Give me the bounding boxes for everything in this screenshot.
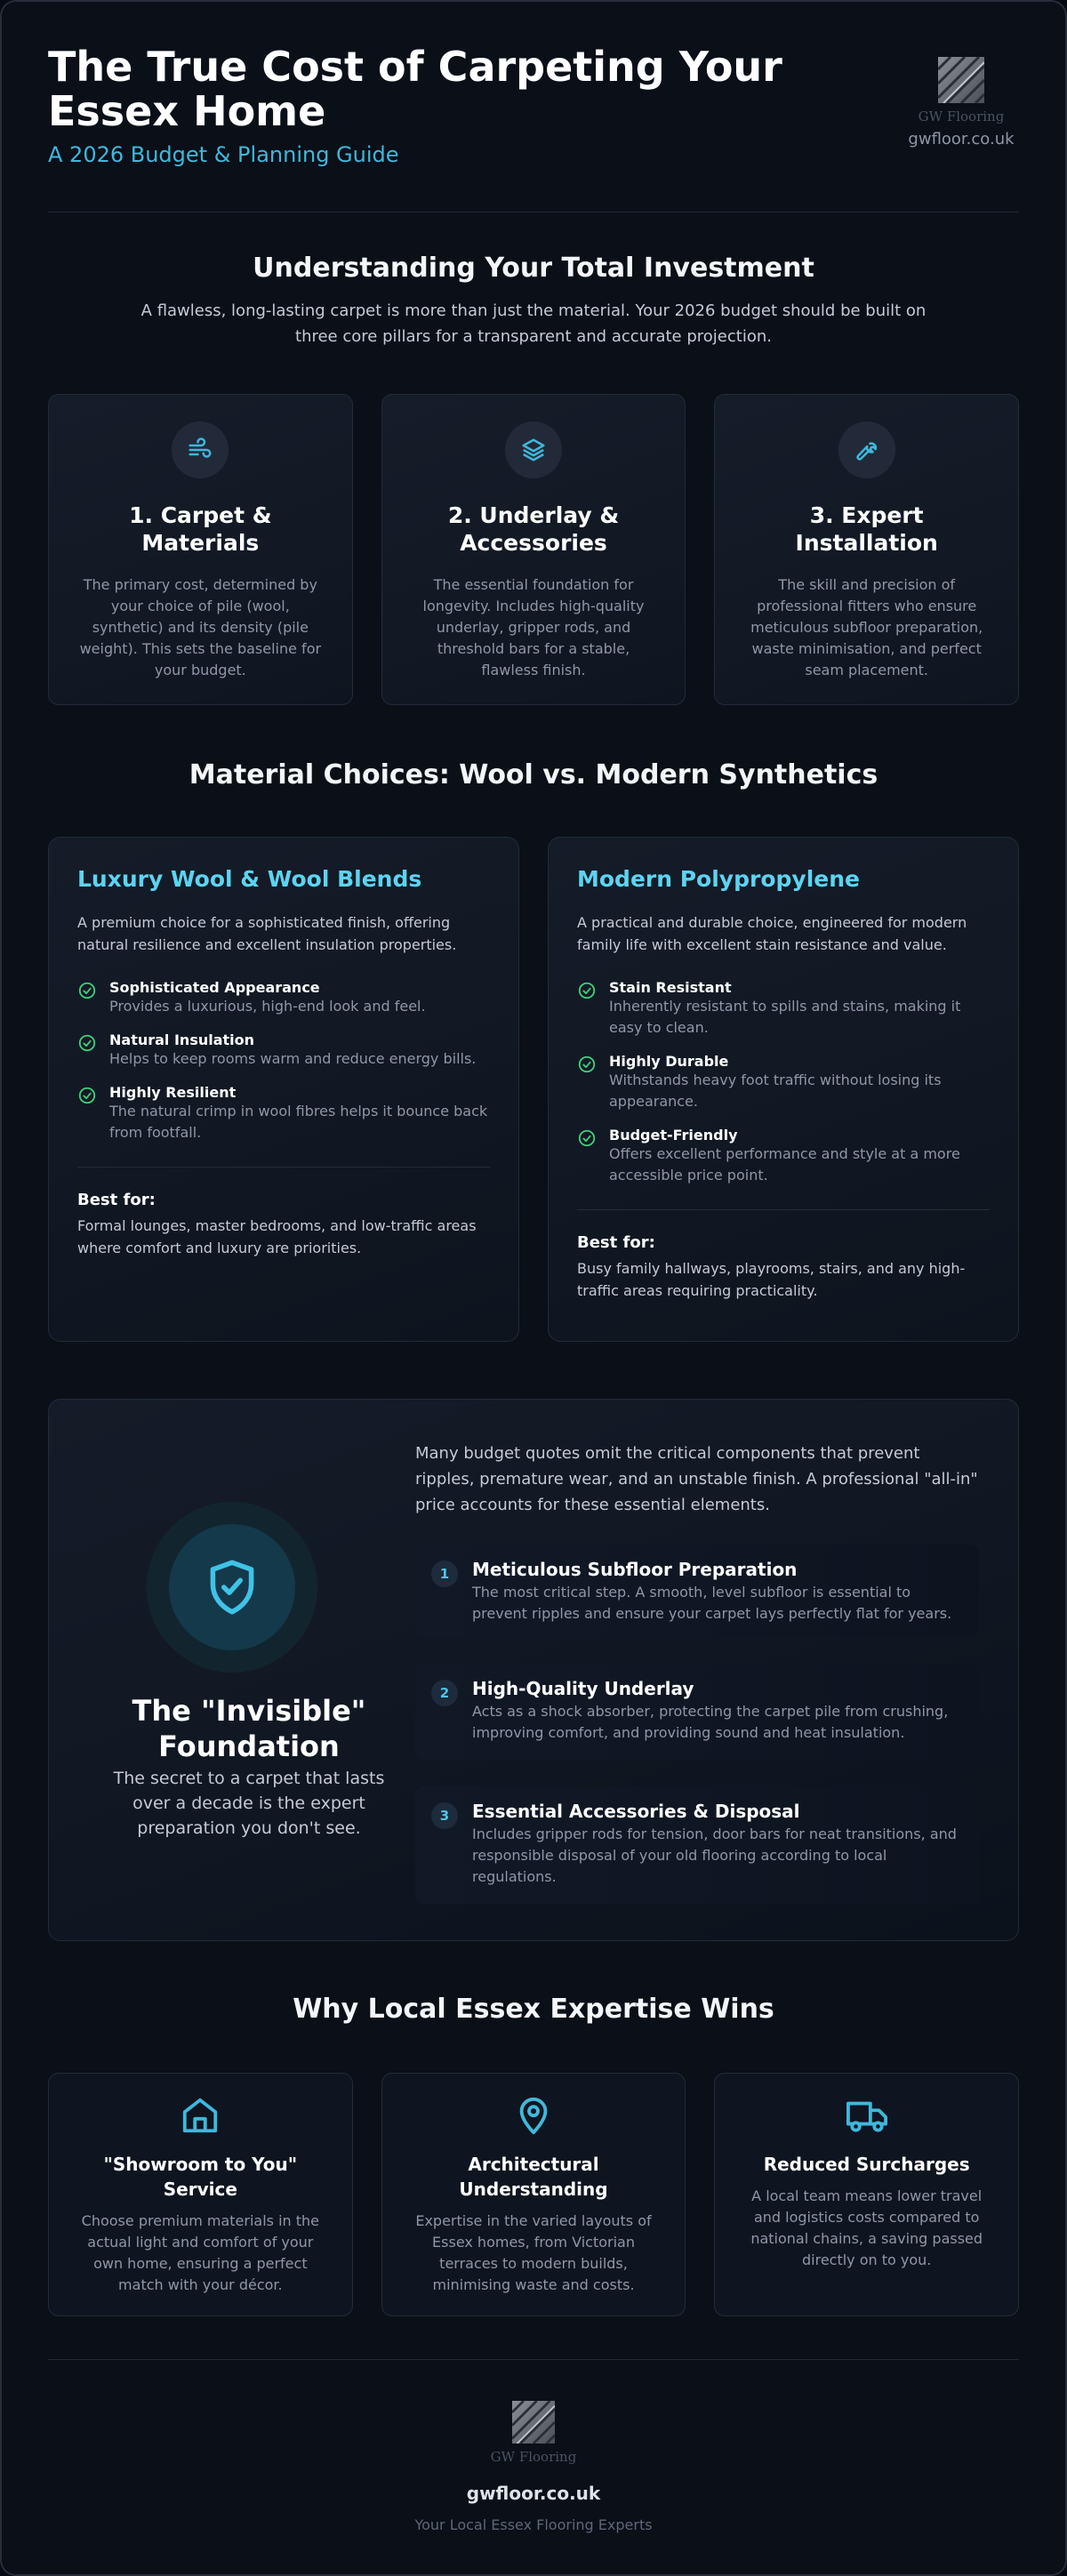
foundation-title: The "Invisible" Foundation xyxy=(132,1694,366,1763)
section-title: Why Local Essex Expertise Wins xyxy=(293,1994,774,2025)
materials-section xyxy=(48,759,1019,790)
local-card-text: A local team means lower travel and logistics costs compared to national chains, a saving passed directly on to you. xyxy=(750,2187,983,2268)
check-circle-icon xyxy=(77,1033,97,1053)
step-number: 1 xyxy=(431,1561,458,1587)
section-intro: A flawless, long-lasting carpet is more than just the material. Your 2026 budget should be built on three core pillars for a transparent and accurate projection. xyxy=(140,301,927,346)
step-item xyxy=(415,1545,979,1637)
local-card-text: Choose premium materials in the actual light and comfort of your own home, ensuring a perfect match with your décor. xyxy=(81,2212,320,2293)
check-circle-icon xyxy=(577,1128,597,1148)
best-for-label: Best for: xyxy=(577,1233,655,1252)
brand[interactable] xyxy=(903,57,1019,148)
local-card xyxy=(714,2073,1019,2316)
pillar-title: 1. Carpet & Materials xyxy=(129,502,272,556)
pillar-title: 2. Underlay & Accessories xyxy=(447,502,620,556)
material-desc: A premium choice for a sophisticated finish, offering natural resilience and excellent insulation properties. xyxy=(77,914,457,953)
feature-item xyxy=(77,979,490,1017)
divider xyxy=(77,1167,490,1168)
feature-text: Provides a luxurious, high-end look and feel. xyxy=(109,998,426,1015)
step-text: Includes gripper rods for tension, door bars for neat transitions, and responsible disposal of your old flooring according to local regulations. xyxy=(472,1826,957,1885)
feature-item xyxy=(77,1084,490,1144)
pillar-card xyxy=(381,394,686,705)
header xyxy=(48,44,1019,169)
step-text: Acts as a shock absorber, protecting the carpet pile from crushing, improving comfort, and providing sound and heat insulation. xyxy=(472,1703,949,1741)
step-item xyxy=(415,1664,979,1760)
home-icon xyxy=(180,2095,221,2136)
materials-row xyxy=(48,837,1019,1342)
feature-title: Sophisticated Appearance xyxy=(109,979,320,996)
pillars-row xyxy=(48,394,1019,705)
feature-title: Natural Insulation xyxy=(109,1031,255,1048)
gw-flooring-logo xyxy=(938,57,984,103)
section-title: Understanding Your Total Investment xyxy=(253,253,814,284)
best-for-label: Best for: xyxy=(77,1191,156,1209)
brand-url[interactable]: gwfloor.co.uk xyxy=(908,130,1015,148)
local-card xyxy=(381,2073,686,2316)
feature-item xyxy=(577,1053,990,1112)
material-desc: A practical and durable choice, engineered for modern family life with excellent stain resistance and value. xyxy=(577,914,967,953)
pillar-text: The primary cost, determined by your choice of pile (wool, synthetic) and its density (pile weight). This sets the baseline for your budget. xyxy=(79,576,322,678)
feature-text: Helps to keep rooms warm and reduce energy bills. xyxy=(109,1050,477,1067)
foundation-section xyxy=(48,1399,1019,1941)
page-subtitle: A 2026 Budget & Planning Guide xyxy=(48,142,399,167)
feature-text: Inherently resistant to spills and stains, making it easy to clean. xyxy=(609,998,961,1036)
step-number: 2 xyxy=(431,1680,458,1706)
feature-text: The natural crimp in wool fibres helps it bounce back from footfall. xyxy=(109,1103,488,1141)
local-card-text: Expertise in the varied layouts of Essex homes, from Victorian terraces to modern builds, minimising waste and costs. xyxy=(415,2212,652,2293)
page-title: The True Cost of Carpeting Your Essex Home xyxy=(48,43,782,135)
check-circle-icon xyxy=(77,1086,97,1105)
map-pin-icon xyxy=(513,2095,554,2136)
local-card-title: Architectural Understanding xyxy=(459,2154,608,2200)
shield-check-icon xyxy=(199,1554,265,1620)
step-title: Meticulous Subfloor Preparation xyxy=(472,1559,798,1580)
divider xyxy=(48,2359,1019,2360)
pillar-card xyxy=(48,394,353,705)
layers-icon xyxy=(520,437,547,463)
feature-text: Offers excellent performance and style at a more accessible price point. xyxy=(609,1145,960,1184)
best-for-text: Formal lounges, master bedrooms, and low-traffic areas where comfort and luxury are priorities. xyxy=(77,1217,477,1256)
feature-title: Highly Durable xyxy=(609,1053,729,1070)
divider xyxy=(48,212,1019,213)
local-card-title: Reduced Surcharges xyxy=(763,2154,970,2175)
step-title: Essential Accessories & Disposal xyxy=(472,1801,800,1822)
local-card xyxy=(48,2073,353,2316)
pillar-text: The skill and precision of professional fitters who ensure meticulous subfloor preparation, waste minimisation, and perfect seam placement. xyxy=(750,576,983,678)
divider xyxy=(577,1209,990,1210)
local-section xyxy=(48,1994,1019,2025)
step-title: High-Quality Underlay xyxy=(472,1678,694,1699)
gw-flooring-logo xyxy=(512,2401,555,2444)
footer xyxy=(48,2401,1019,2533)
truck-icon xyxy=(845,2095,889,2136)
local-card-title: "Showroom to You" Service xyxy=(103,2154,298,2200)
wrench-icon xyxy=(854,437,880,463)
feature-item xyxy=(577,1127,990,1186)
pillar-card xyxy=(714,394,1019,705)
local-row xyxy=(48,2073,1019,2316)
material-card-wool xyxy=(48,837,519,1342)
foundation-subtitle: The secret to a carpet that lasts over a decade is the expert preparation you don't see. xyxy=(113,1769,385,1838)
feature-item xyxy=(77,1031,490,1070)
feature-title: Stain Resistant xyxy=(609,979,732,996)
foundation-intro: Many budget quotes omit the critical components that prevent ripples, premature wear, and an unstable finish. A professional "all-in" price accounts for these essential elements. xyxy=(415,1444,978,1514)
material-card-polypropylene xyxy=(548,837,1019,1342)
step-number: 3 xyxy=(431,1802,458,1829)
footer-tagline: Your Local Essex Flooring Experts xyxy=(414,2516,653,2533)
footer-url[interactable]: gwfloor.co.uk xyxy=(466,2483,601,2504)
wind-icon xyxy=(187,437,213,463)
step-item xyxy=(415,1786,979,1904)
pillar-text: The essential foundation for longevity. Includes high-quality underlay, gripper rods, and threshold bars for a stable, flawless finish. xyxy=(422,576,645,678)
feature-item xyxy=(577,979,990,1039)
section-title: Material Choices: Wool vs. Modern Synthetics xyxy=(189,759,878,790)
step-text: The most critical step. A smooth, level subfloor is essential to prevent ripples and ensure your carpet lays perfectly flat for years. xyxy=(472,1584,952,1622)
feature-title: Highly Resilient xyxy=(109,1084,237,1101)
material-title: Luxury Wool & Wool Blends xyxy=(77,866,422,892)
material-title: Modern Polypropylene xyxy=(577,866,860,892)
feature-title: Budget-Friendly xyxy=(609,1127,738,1144)
feature-text: Withstands heavy foot traffic without losing its appearance. xyxy=(609,1071,942,1110)
check-circle-icon xyxy=(577,1055,597,1074)
pillar-title: 3. Expert Installation xyxy=(795,502,938,556)
logo-text: GW Flooring xyxy=(918,108,1005,124)
check-circle-icon xyxy=(77,981,97,1000)
investment-section xyxy=(48,253,1019,349)
check-circle-icon xyxy=(577,981,597,1000)
best-for-text: Busy family hallways, playrooms, stairs, and any high-traffic areas requiring practicality. xyxy=(577,1260,966,1299)
logo-text: GW Flooring xyxy=(490,2449,577,2465)
